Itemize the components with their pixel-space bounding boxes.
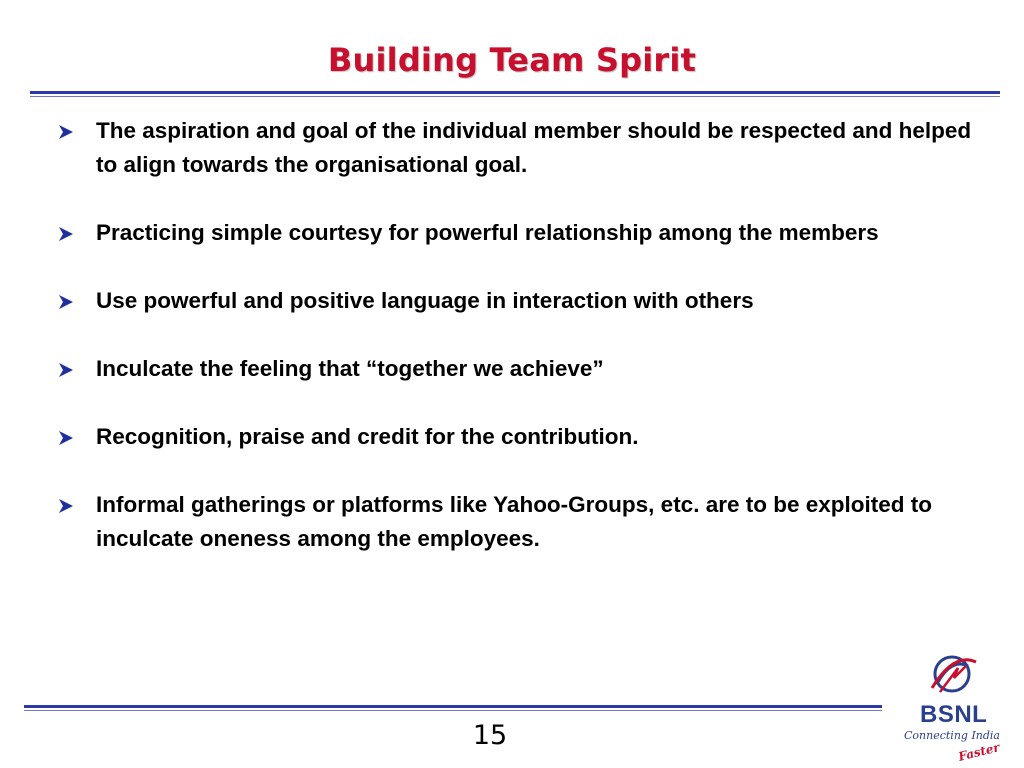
bullet-text: Use powerful and positive language in interaction with others	[96, 288, 754, 313]
footer-divider-thin	[24, 710, 882, 711]
bullet-item	[54, 114, 974, 182]
logo-tagline: Connecting India	[904, 729, 1000, 742]
title-divider-thick	[30, 91, 1000, 94]
footer-divider-thick	[24, 705, 882, 708]
arrowhead-bullet-icon	[58, 294, 74, 310]
bullet-item	[54, 352, 974, 386]
bullet-text: Inculcate the feeling that “together we achieve”	[96, 356, 604, 381]
bullet-text: Recognition, praise and credit for the contribution.	[96, 424, 639, 449]
arrowhead-bullet-icon	[58, 226, 74, 242]
logo-wordmark: BSNL	[920, 701, 988, 728]
bullet-item	[54, 488, 974, 556]
arrowhead-bullet-icon	[58, 498, 74, 514]
slide-title: Building Team Spirit	[327, 41, 697, 79]
arrowhead-bullet-icon	[58, 362, 74, 378]
page-number: 15	[472, 720, 508, 751]
bullet-text: Informal gatherings or platforms like Yahoo-Groups, etc. are to be exploited to inculcate oneness among the employees.	[96, 492, 932, 551]
logo-tagline-accent: Faster	[956, 740, 1001, 764]
arrowhead-bullet-icon	[58, 124, 74, 140]
bullet-list	[54, 114, 974, 590]
arrowhead-bullet-icon	[58, 430, 74, 446]
bullet-item	[54, 420, 974, 454]
bullet-item	[54, 284, 974, 318]
bullet-text: Practicing simple courtesy for powerful relationship among the members	[96, 220, 879, 245]
title-divider-thin	[30, 96, 1000, 97]
bullet-item	[54, 216, 974, 250]
bullet-text: The aspiration and goal of the individual member should be respected and helped to align towards the organisational goal.	[96, 118, 972, 177]
